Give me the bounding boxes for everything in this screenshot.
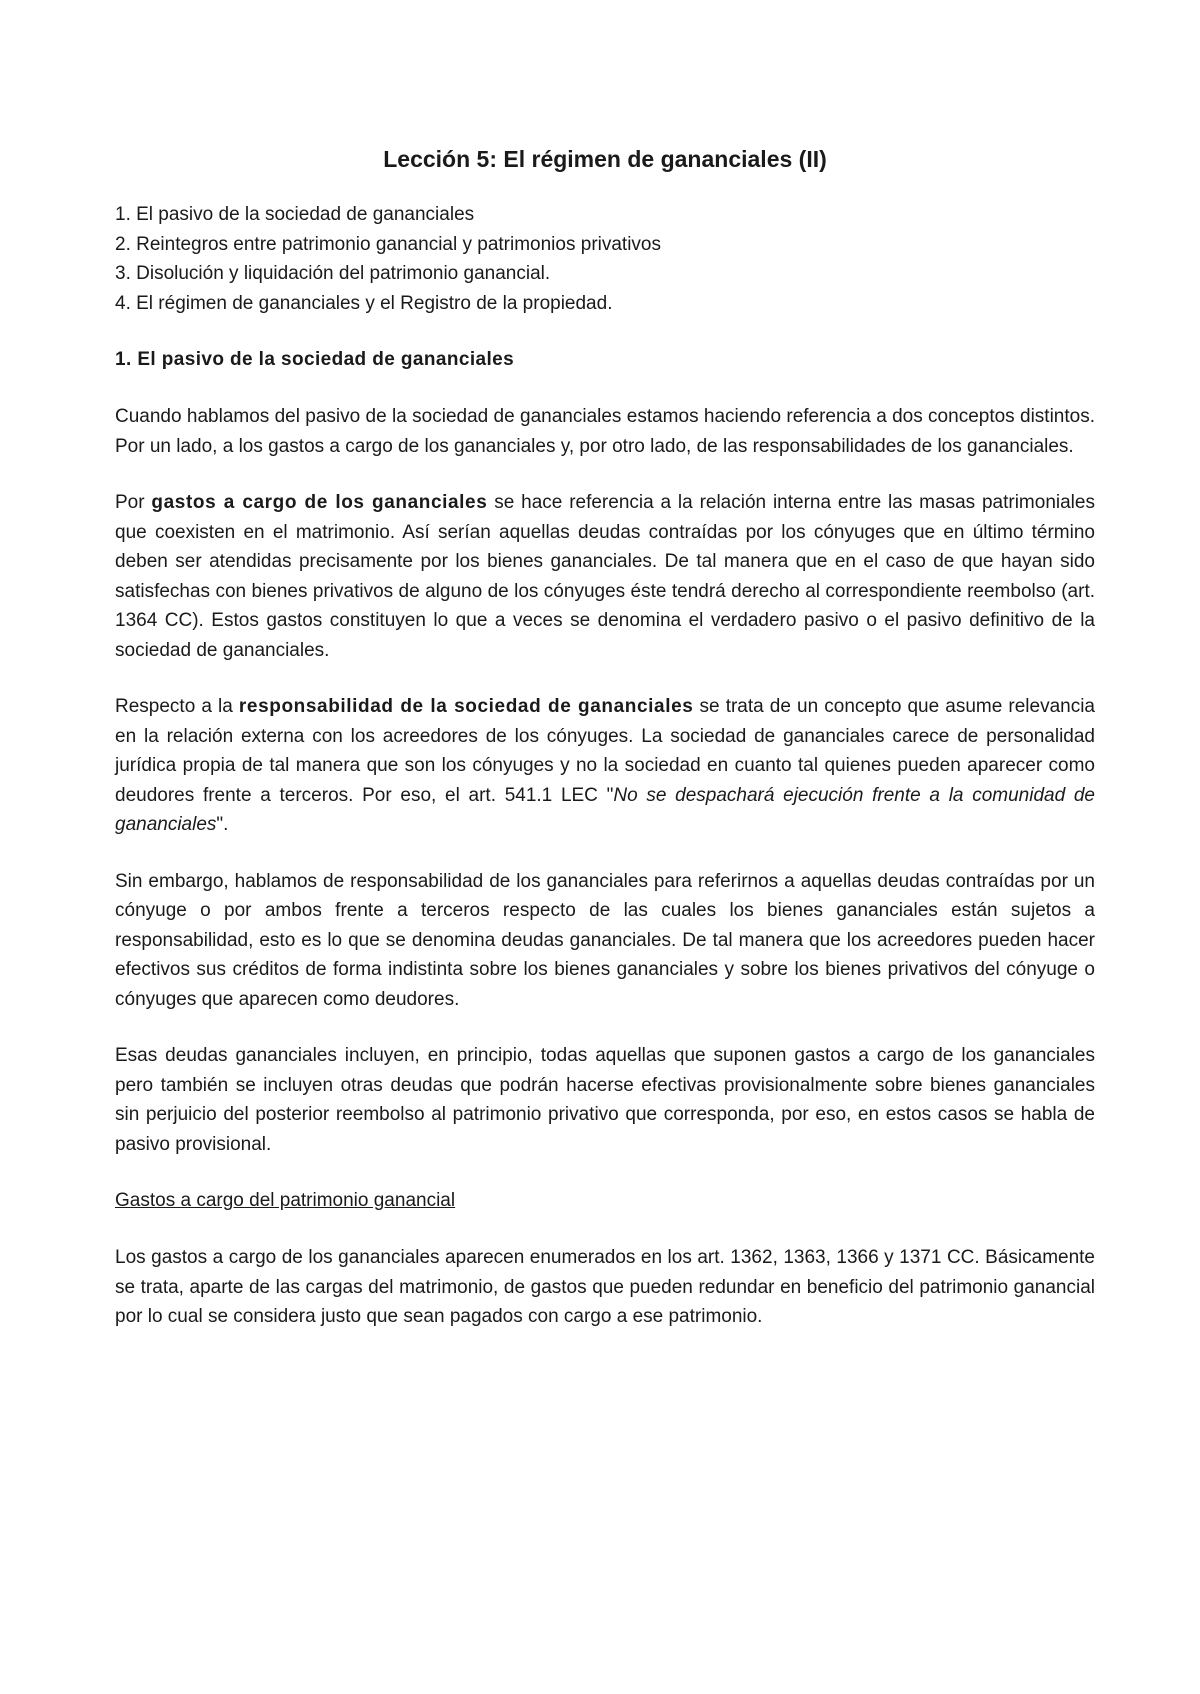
paragraph-6: Los gastos a cargo de los gananciales aparecen enumerados en los art. 1362, 1363, 1366 y 1371 CC. Básicamente se trata, aparte de las cargas del matrimonio, de gastos que pueden redundar en beneficio del patrimonio ganancial por lo cual se considera justo que sean pagados con cargo a ese patrimonio. [115,1247,1095,1327]
subheading-gastos: Gastos a cargo del patrimonio ganancial [115,1190,456,1211]
paragraph-3-bold-term: responsabilidad de la sociedad de gananciales [238,696,694,717]
paragraph-4: Sin embargo, hablamos de responsabilidad de los gananciales para referirnos a aquellas deudas contraídas por un cónyuge o por ambos frente a terceros respecto de las cuales los bienes gananciales están sujetos a responsabilidad, esto es lo que se denomina deudas gananciales. De tal manera que los acreedores pueden hacer efectivos sus créditos de forma indistinta sobre los bienes gananciales y sobre los bienes privativos del cónyuge o cónyuges que aparecen como deudores. [115,870,1095,1010]
toc-item-3: 3. Disolución y liquidación del patrimonio ganancial. [115,263,551,284]
toc-item-4: 4. El régimen de gananciales y el Registro de la propiedad. [115,292,613,314]
section-heading-1: 1. El pasivo de la sociedad de gananciales [115,349,515,370]
toc-item-1: 1. El pasivo de la sociedad de gananciales [115,204,475,225]
paragraph-2 [115,488,1095,665]
paragraph-2-bold-term: gastos a cargo de los gananciales [151,492,488,513]
paragraph-3-text-after: ". [216,814,229,835]
paragraph-5: Esas deudas gananciales incluyen, en principio, todas aquellas que suponen gastos a cargo de los gananciales pero también se incluyen otras deudas que podrán hacerse efectivas provisionalmente sobre bienes gananciales sin perjuicio del posterior reembolso al patrimonio privativo que corresponda, por eso, en estos casos se habla de pasivo provisional. [115,1045,1095,1155]
page-title: Lección 5: El régimen de gananciales (II) [383,146,827,172]
paragraph-2-text-before: Por [115,492,152,513]
paragraph-3 [115,692,1095,840]
paragraph-3-text-middle: se trata de un concepto que asume relevancia en la relación externa con los acreedores de los cónyuges. La sociedad de gananciales carece de personalidad jurídica propia de tal manera que son los cónyuges y no la sociedad en cuanto tal quienes pueden aparecer como deudores frente a terceros. Por eso, el art. 541.1 LEC " [115,696,1095,806]
paragraph-3-text-before: Respecto a la [115,696,239,717]
table-of-contents [115,200,1095,318]
paragraph-3-italic-quote: No se despachará ejecución frente a la comunidad de gananciales [115,784,1095,835]
toc-item-2: 2. Reintegros entre patrimonio ganancial y patrimonios privativos [115,233,661,255]
paragraph-1: Cuando hablamos del pasivo de la sociedad de gananciales estamos haciendo referencia a dos conceptos distintos. Por un lado, a los gastos a cargo de los gananciales y, por otro lado, de las responsabilidades de los gananciales. [115,406,1095,457]
paragraph-2-text-after: se hace referencia a la relación interna entre las masas patrimoniales que coexisten en el matrimonio. Así serían aquellas deudas contraídas por los cónyuges que en último término deben ser atendidas precisamente por los bienes gananciales. De tal manera que en el caso de que hayan sido satisfechas con bienes privativos de alguno de los cónyuges éste tendrá derecho al correspondiente reembolso (art. 1364 CC). Estos gastos constituyen lo que a veces se denomina el verdadero pasivo o el pasivo definitivo de la sociedad de gananciales. [115,492,1095,661]
